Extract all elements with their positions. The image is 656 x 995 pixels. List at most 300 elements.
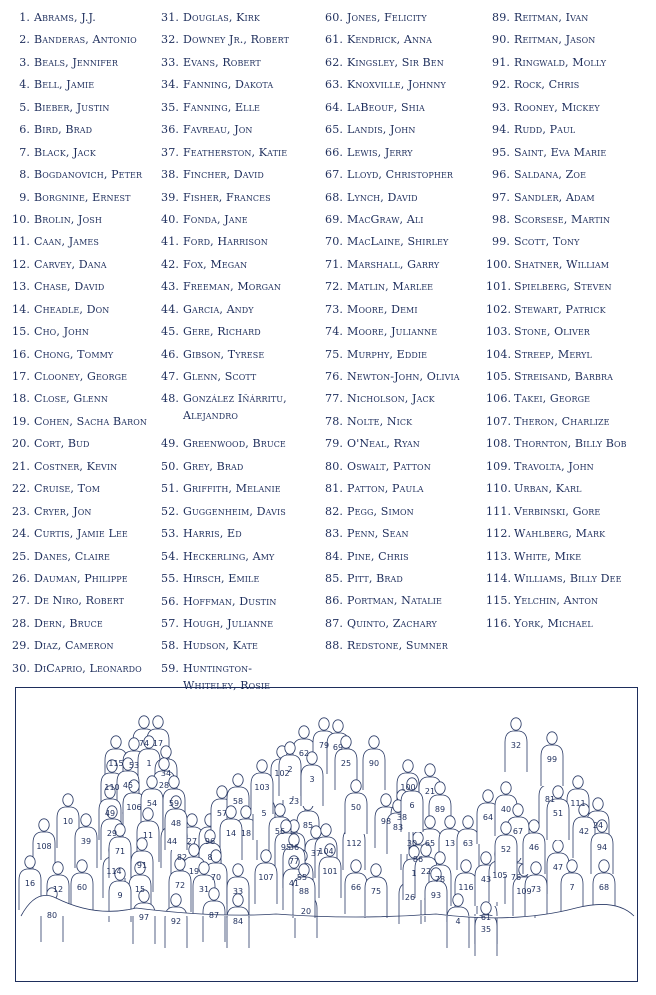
legend-entry: [486, 76, 627, 98]
legend-name: Newton-John, Olivia: [347, 370, 460, 383]
legend-number: 49.: [161, 437, 179, 451]
legend-entry: [161, 99, 289, 121]
legend-number: 97.: [492, 190, 510, 204]
legend-entry: [486, 390, 627, 412]
legend-entry: [161, 301, 289, 323]
legend-entry: [0, 548, 147, 570]
legend-name: Bieber, Justin: [34, 100, 110, 114]
key-number-label: 31: [198, 885, 210, 894]
legend-name: Harris, Ed: [183, 527, 242, 541]
legend-column-3: [325, 9, 460, 660]
legend-entry: [486, 233, 627, 255]
key-number-label: 76: [510, 873, 522, 882]
key-number-label: 26: [404, 893, 416, 902]
legend-number: 76.: [325, 370, 343, 383]
legend-number: 115.: [486, 594, 512, 608]
legend-name: Spielberg, Steven: [514, 280, 612, 294]
legend-number: 48.: [161, 392, 179, 406]
legend-entry: [0, 435, 147, 457]
legend-name: Lewis, Jerry: [347, 145, 413, 159]
legend-entry: [0, 278, 147, 300]
legend-name: Hough, Julianne: [183, 616, 274, 630]
legend-name: O'Neal, Ryan: [347, 437, 420, 451]
legend-entry: [161, 9, 289, 31]
key-number-label: 8: [207, 853, 213, 862]
legend-number: 100.: [486, 257, 512, 271]
legend-name: Danes, Claire: [34, 549, 110, 563]
key-number-label: 39: [80, 837, 92, 846]
key-number-label: 42: [578, 827, 590, 836]
key-number-label: 111: [570, 799, 586, 808]
key-number-label: 110: [104, 783, 120, 792]
legend-entry: [325, 413, 460, 435]
key-number-label: 46: [528, 843, 540, 852]
legend-name-continued: Whiteley, Rosie: [183, 678, 271, 692]
key-number-label: 54: [146, 799, 158, 808]
legend-entry: [0, 144, 147, 166]
legend-number: 72.: [325, 280, 343, 294]
legend-entry: [325, 301, 460, 323]
legend-entry: [325, 278, 460, 300]
legend-name: Lloyd, Christopher: [347, 168, 454, 182]
legend-name: Hoffman, Dustin: [183, 594, 277, 608]
legend-number: 107.: [486, 414, 512, 428]
key-number-label: 49: [104, 809, 116, 818]
legend-name: Reitman, Jason: [514, 33, 596, 47]
legend-name: Lynch, David: [347, 190, 418, 204]
legend-name: Favreau, Jon: [183, 123, 253, 137]
key-number-label: 112: [346, 839, 362, 848]
legend-number: 15.: [12, 325, 30, 339]
key-number-label: 89: [434, 805, 446, 814]
key-number-label: 52: [500, 845, 512, 854]
legend-name: Fanning, Dakota: [183, 78, 274, 92]
legend-entry: [161, 256, 289, 278]
legend-entry: [0, 458, 147, 480]
legend-entry: [161, 144, 289, 166]
legend-entry: [486, 54, 627, 76]
legend-number: 20.: [12, 437, 30, 451]
legend-entry: [161, 637, 289, 659]
legend-number: 12.: [12, 257, 30, 271]
key-number-label: 22: [420, 867, 432, 876]
legend-name: Saint, Eva Marie: [514, 145, 607, 159]
legend-number: 14.: [12, 302, 30, 316]
legend-entry: [325, 31, 460, 53]
legend-entry: [0, 233, 147, 255]
key-number-label: 65: [424, 839, 436, 848]
legend-number: 79.: [325, 437, 343, 451]
legend-entry: [161, 615, 289, 637]
legend-name: DiCaprio, Leonardo: [34, 661, 142, 675]
key-number-label: 1: [146, 759, 152, 768]
legend-entry: [325, 144, 460, 166]
legend-name: Takei, George: [514, 392, 591, 406]
legend-number: 41.: [161, 235, 179, 249]
legend-name: Bird, Brad: [34, 123, 93, 137]
legend-number: 93.: [492, 100, 510, 114]
legend-name: Garcia, Andy: [183, 302, 254, 316]
legend-name: Travolta, John: [514, 459, 594, 473]
legend-name: Yelchin, Anton: [514, 594, 599, 608]
legend-name: Diaz, Cameron: [34, 639, 114, 653]
key-number-label: 58: [232, 797, 244, 806]
legend-number: 83.: [325, 527, 343, 541]
key-number-label: 38: [396, 813, 408, 822]
legend-number: 114.: [486, 571, 512, 585]
legend-name: Streisand, Barbra: [514, 370, 614, 383]
legend-number: 113.: [486, 549, 512, 563]
legend-entry: [0, 301, 147, 323]
legend-number: 7.: [19, 145, 30, 159]
legend-number: 50.: [161, 459, 179, 473]
legend-number: 94.: [492, 123, 510, 137]
legend-name: Urban, Karl: [514, 482, 582, 496]
legend-number: 108.: [486, 437, 512, 451]
legend-number: 53.: [161, 527, 179, 541]
legend-entry: [0, 413, 147, 435]
legend-entry: [161, 211, 289, 233]
legend-entry: [486, 480, 627, 502]
key-number-label: 34: [160, 769, 172, 778]
legend-entry: [486, 99, 627, 121]
key-number-label: 85: [302, 821, 314, 830]
legend-entry: [0, 660, 147, 682]
legend-name: Featherston, Katie: [183, 145, 288, 159]
name-legend: [0, 9, 656, 692]
legend-entry: [0, 166, 147, 188]
legend-number: 47.: [161, 370, 179, 383]
key-number-label: 7: [569, 883, 575, 892]
legend-name: Cryer, Jon: [34, 504, 92, 518]
legend-number: 13.: [12, 280, 30, 294]
legend-number: 56.: [161, 594, 179, 608]
legend-name: Kingsley, Sir Ben: [347, 55, 444, 69]
legend-entry: [161, 189, 289, 211]
legend-number: 69.: [325, 212, 343, 226]
key-number-label: 19: [188, 867, 200, 876]
legend-name: Stone, Oliver: [514, 325, 590, 339]
legend-name: Borgnine, Ernest: [34, 190, 131, 204]
legend-number: 27.: [12, 594, 30, 608]
legend-number: 86.: [325, 594, 343, 608]
legend-entry: [325, 211, 460, 233]
legend-number: 10.: [12, 212, 30, 226]
legend-entry: [486, 368, 627, 390]
key-number-label: 2: [287, 765, 293, 774]
legend-entry: [325, 54, 460, 76]
key-number-label: 62: [298, 749, 310, 758]
legend-name: Caan, James: [34, 235, 99, 249]
legend-entry: [161, 346, 289, 368]
key-number-label: 16: [24, 879, 36, 888]
legend-entry: [0, 99, 147, 121]
legend-number: 42.: [161, 257, 179, 271]
legend-number: 78.: [325, 414, 343, 428]
key-number-label: 78: [434, 875, 446, 884]
key-number-label: 64: [482, 813, 494, 822]
legend-number: 111.: [486, 504, 512, 518]
legend-name: Saldana, Zoe: [514, 168, 587, 182]
legend-name: Moore, Demi: [347, 302, 418, 316]
legend-entry: [486, 121, 627, 143]
legend-entry: [486, 166, 627, 188]
key-number-label: 66: [350, 883, 362, 892]
legend-number: 73.: [325, 302, 343, 316]
legend-number: 80.: [325, 459, 343, 473]
legend-name: Murphy, Eddie: [347, 347, 428, 361]
key-number-label: 70: [210, 873, 222, 882]
key-number-label: 63: [462, 839, 474, 848]
legend-name: Glenn, Scott: [183, 370, 257, 383]
legend-name: Beals, Jennifer: [34, 55, 118, 69]
legend-number: 59.: [161, 661, 179, 675]
key-number-label: 68: [598, 883, 610, 892]
legend-number: 116.: [486, 616, 512, 630]
key-number-label: 20: [300, 907, 312, 916]
legend-entry: [325, 480, 460, 502]
legend-number: 1.: [19, 11, 30, 24]
legend-entry: [161, 368, 289, 390]
legend-entry: [161, 480, 289, 502]
key-number-label: 88: [298, 887, 310, 896]
legend-name: Chase, David: [34, 280, 105, 294]
legend-number: 19.: [12, 414, 30, 428]
legend-entry: [325, 323, 460, 345]
legend-name: Wahlberg, Mark: [514, 527, 606, 541]
legend-number: 63.: [325, 78, 343, 92]
legend-number: 105.: [486, 370, 512, 383]
legend-number: 61.: [325, 33, 343, 47]
legend-name: Kendrick, Anna: [347, 33, 433, 47]
legend-number: 51.: [161, 482, 179, 496]
key-number-label: 23: [288, 797, 300, 806]
legend-number: 45.: [161, 325, 179, 339]
key-number-label: 53: [128, 761, 140, 770]
legend-name: Scott, Tony: [514, 235, 580, 249]
legend-entry: [0, 615, 147, 637]
legend-number: 24.: [12, 527, 30, 541]
legend-entry: [161, 435, 289, 457]
legend-entry: [161, 593, 289, 615]
legend-entry: [325, 256, 460, 278]
key-number-label: 90: [368, 759, 380, 768]
key-number-label: 36: [288, 843, 300, 852]
legend-entry: [0, 570, 147, 592]
legend-number: 104.: [486, 347, 512, 361]
legend-entry: [161, 458, 289, 480]
legend-entry: [486, 278, 627, 300]
photo-key-diagram: [15, 687, 638, 982]
key-number-label: 104: [318, 847, 334, 856]
legend-number: 4.: [19, 78, 30, 92]
legend-number: 8.: [19, 168, 30, 182]
legend-entry: [161, 503, 289, 525]
legend-name: Abrams, J.J.: [34, 11, 96, 24]
legend-name: Dern, Bruce: [34, 616, 103, 630]
legend-name: MacGraw, Ali: [347, 212, 424, 226]
legend-entry: [325, 99, 460, 121]
legend-name: Streep, Meryl: [514, 347, 592, 361]
key-number-label: 27: [186, 837, 198, 846]
legend-entry: [325, 9, 460, 31]
legend-entry: [486, 525, 627, 547]
legend-entry: [325, 166, 460, 188]
legend-name: Guggenheim, Davis: [183, 504, 286, 518]
key-number-label: 79: [318, 741, 330, 750]
silhouette-key: [16, 688, 638, 982]
legend-name: Oswalt, Patton: [347, 459, 431, 473]
legend-number: 90.: [492, 33, 510, 47]
key-number-label: 99: [546, 755, 558, 764]
legend-number: 25.: [12, 549, 30, 563]
legend-entry: [486, 503, 627, 525]
legend-number: 65.: [325, 123, 343, 137]
key-number-label: 108: [36, 842, 52, 851]
key-number-label: 28: [158, 781, 170, 790]
legend-number: 99.: [492, 235, 510, 249]
legend-entry: [325, 233, 460, 255]
key-number-label: 97: [138, 913, 150, 922]
legend-name: Heckerling, Amy: [183, 549, 275, 563]
legend-entry: [325, 189, 460, 211]
legend-entry: [161, 548, 289, 570]
legend-entry: [161, 570, 289, 592]
legend-number: 109.: [486, 459, 512, 473]
key-number-label: 32: [510, 741, 522, 750]
legend-entry: [486, 413, 627, 435]
legend-entry: [0, 346, 147, 368]
legend-number: 87.: [325, 616, 343, 630]
key-number-label: 91: [136, 861, 148, 870]
legend-entry: [325, 368, 460, 390]
legend-name: Pegg, Simon: [347, 504, 414, 518]
legend-number: 60.: [325, 11, 343, 24]
legend-name: Cheadle, Don: [34, 302, 110, 316]
legend-name: Knoxville, Johnny: [347, 78, 446, 92]
key-number-label: 116: [458, 883, 474, 892]
key-number-label: 96: [204, 837, 216, 846]
legend-entry: [0, 256, 147, 278]
key-number-label: 87: [208, 911, 220, 920]
legend-number: 5.: [19, 100, 30, 114]
key-number-label: 74: [138, 739, 150, 748]
legend-name: Nolte, Nick: [347, 414, 413, 428]
legend-name: Nicholson, Jack: [347, 392, 435, 406]
legend-entry: [486, 615, 627, 637]
legend-name: Fincher, David: [183, 168, 264, 182]
legend-number: 9.: [19, 190, 30, 204]
key-number-label: 5: [261, 809, 267, 818]
legend-number: 62.: [325, 55, 343, 69]
legend-name: Douglas, Kirk: [183, 11, 260, 24]
legend-number: 6.: [19, 123, 30, 137]
legend-number: 54.: [161, 549, 179, 563]
legend-name: Bell, Jamie: [34, 78, 95, 92]
legend-number: 92.: [492, 78, 510, 92]
legend-entry: [0, 211, 147, 233]
key-number-label: 25: [340, 759, 352, 768]
legend-name: Freeman, Morgan: [183, 280, 282, 294]
legend-number: 23.: [12, 504, 30, 518]
legend-number: 31.: [161, 11, 179, 24]
key-number-label: 71: [114, 847, 126, 856]
key-number-label: 114: [106, 867, 122, 876]
legend-name: Gibson, Tyrese: [183, 347, 265, 361]
legend-entry: [486, 548, 627, 570]
legend-name: Shatner, William: [514, 257, 610, 271]
legend-entry: [161, 76, 289, 98]
legend-number: 32.: [161, 33, 179, 47]
legend-number: 68.: [325, 190, 343, 204]
legend-number: 26.: [12, 571, 30, 585]
legend-name: Clooney, George: [34, 370, 128, 383]
legend-name: Cohen, Sacha Baron: [34, 414, 148, 428]
legend-entry: [0, 121, 147, 143]
legend-number: 67.: [325, 168, 343, 182]
key-number-label: 92: [170, 917, 182, 926]
legend-entry: [0, 637, 147, 659]
legend-number: 11.: [12, 235, 30, 249]
legend-entry: [161, 54, 289, 76]
legend-entry: [161, 166, 289, 188]
legend-entry: [486, 592, 627, 614]
legend-number: 30.: [12, 661, 30, 675]
legend-name: Matlin, Marlee: [347, 280, 434, 294]
legend-name: Huntington-: [183, 661, 253, 675]
legend-number: 35.: [161, 100, 179, 114]
legend-name: Banderas, Antonio: [34, 33, 137, 47]
legend-name: Hudson, Kate: [183, 639, 258, 653]
legend-number: 36.: [161, 123, 179, 137]
key-number-label: 11: [142, 831, 154, 840]
legend-number: 110.: [486, 482, 512, 496]
key-number-label: 4: [455, 917, 461, 926]
legend-name: De Niro, Robert: [34, 594, 125, 608]
legend-number: 34.: [161, 78, 179, 92]
legend-name: Cort, Bud: [34, 437, 90, 451]
key-number-label: 72: [174, 881, 186, 890]
legend-entry: [325, 570, 460, 592]
legend-name: Downey Jr., Robert: [183, 33, 290, 47]
key-number-label: 41: [288, 879, 300, 888]
legend-number: 89.: [492, 11, 510, 24]
legend-number: 58.: [161, 639, 179, 653]
key-number-label: 50: [350, 803, 362, 812]
legend-entry: [486, 144, 627, 166]
legend-number: 91.: [492, 55, 510, 69]
legend-name: Theron, Charlize: [514, 414, 610, 428]
legend-name: Scorsese, Martin: [514, 212, 611, 226]
legend-name: Gere, Richard: [183, 325, 261, 339]
legend-name: Bogdanovich, Peter: [34, 168, 143, 182]
legend-name: Sandler, Adam: [514, 190, 595, 204]
legend-number: 77.: [325, 392, 343, 406]
legend-number: 71.: [325, 257, 343, 271]
legend-number: 64.: [325, 100, 343, 114]
legend-entry: [325, 458, 460, 480]
legend-name: Close, Glenn: [34, 392, 108, 406]
legend-name: Pine, Chris: [347, 549, 409, 563]
key-number-label: 6: [409, 801, 415, 810]
legend-name: Ford, Harrison: [183, 235, 268, 249]
legend-name: Williams, Billy Dee: [514, 571, 622, 585]
legend-name: Rooney, Mickey: [514, 100, 600, 114]
legend-name: Cho, John: [34, 325, 89, 339]
key-number-label: 44: [166, 837, 178, 846]
legend-name: Redstone, Sumner: [347, 639, 448, 653]
legend-name: Jones, Felicity: [347, 11, 427, 24]
